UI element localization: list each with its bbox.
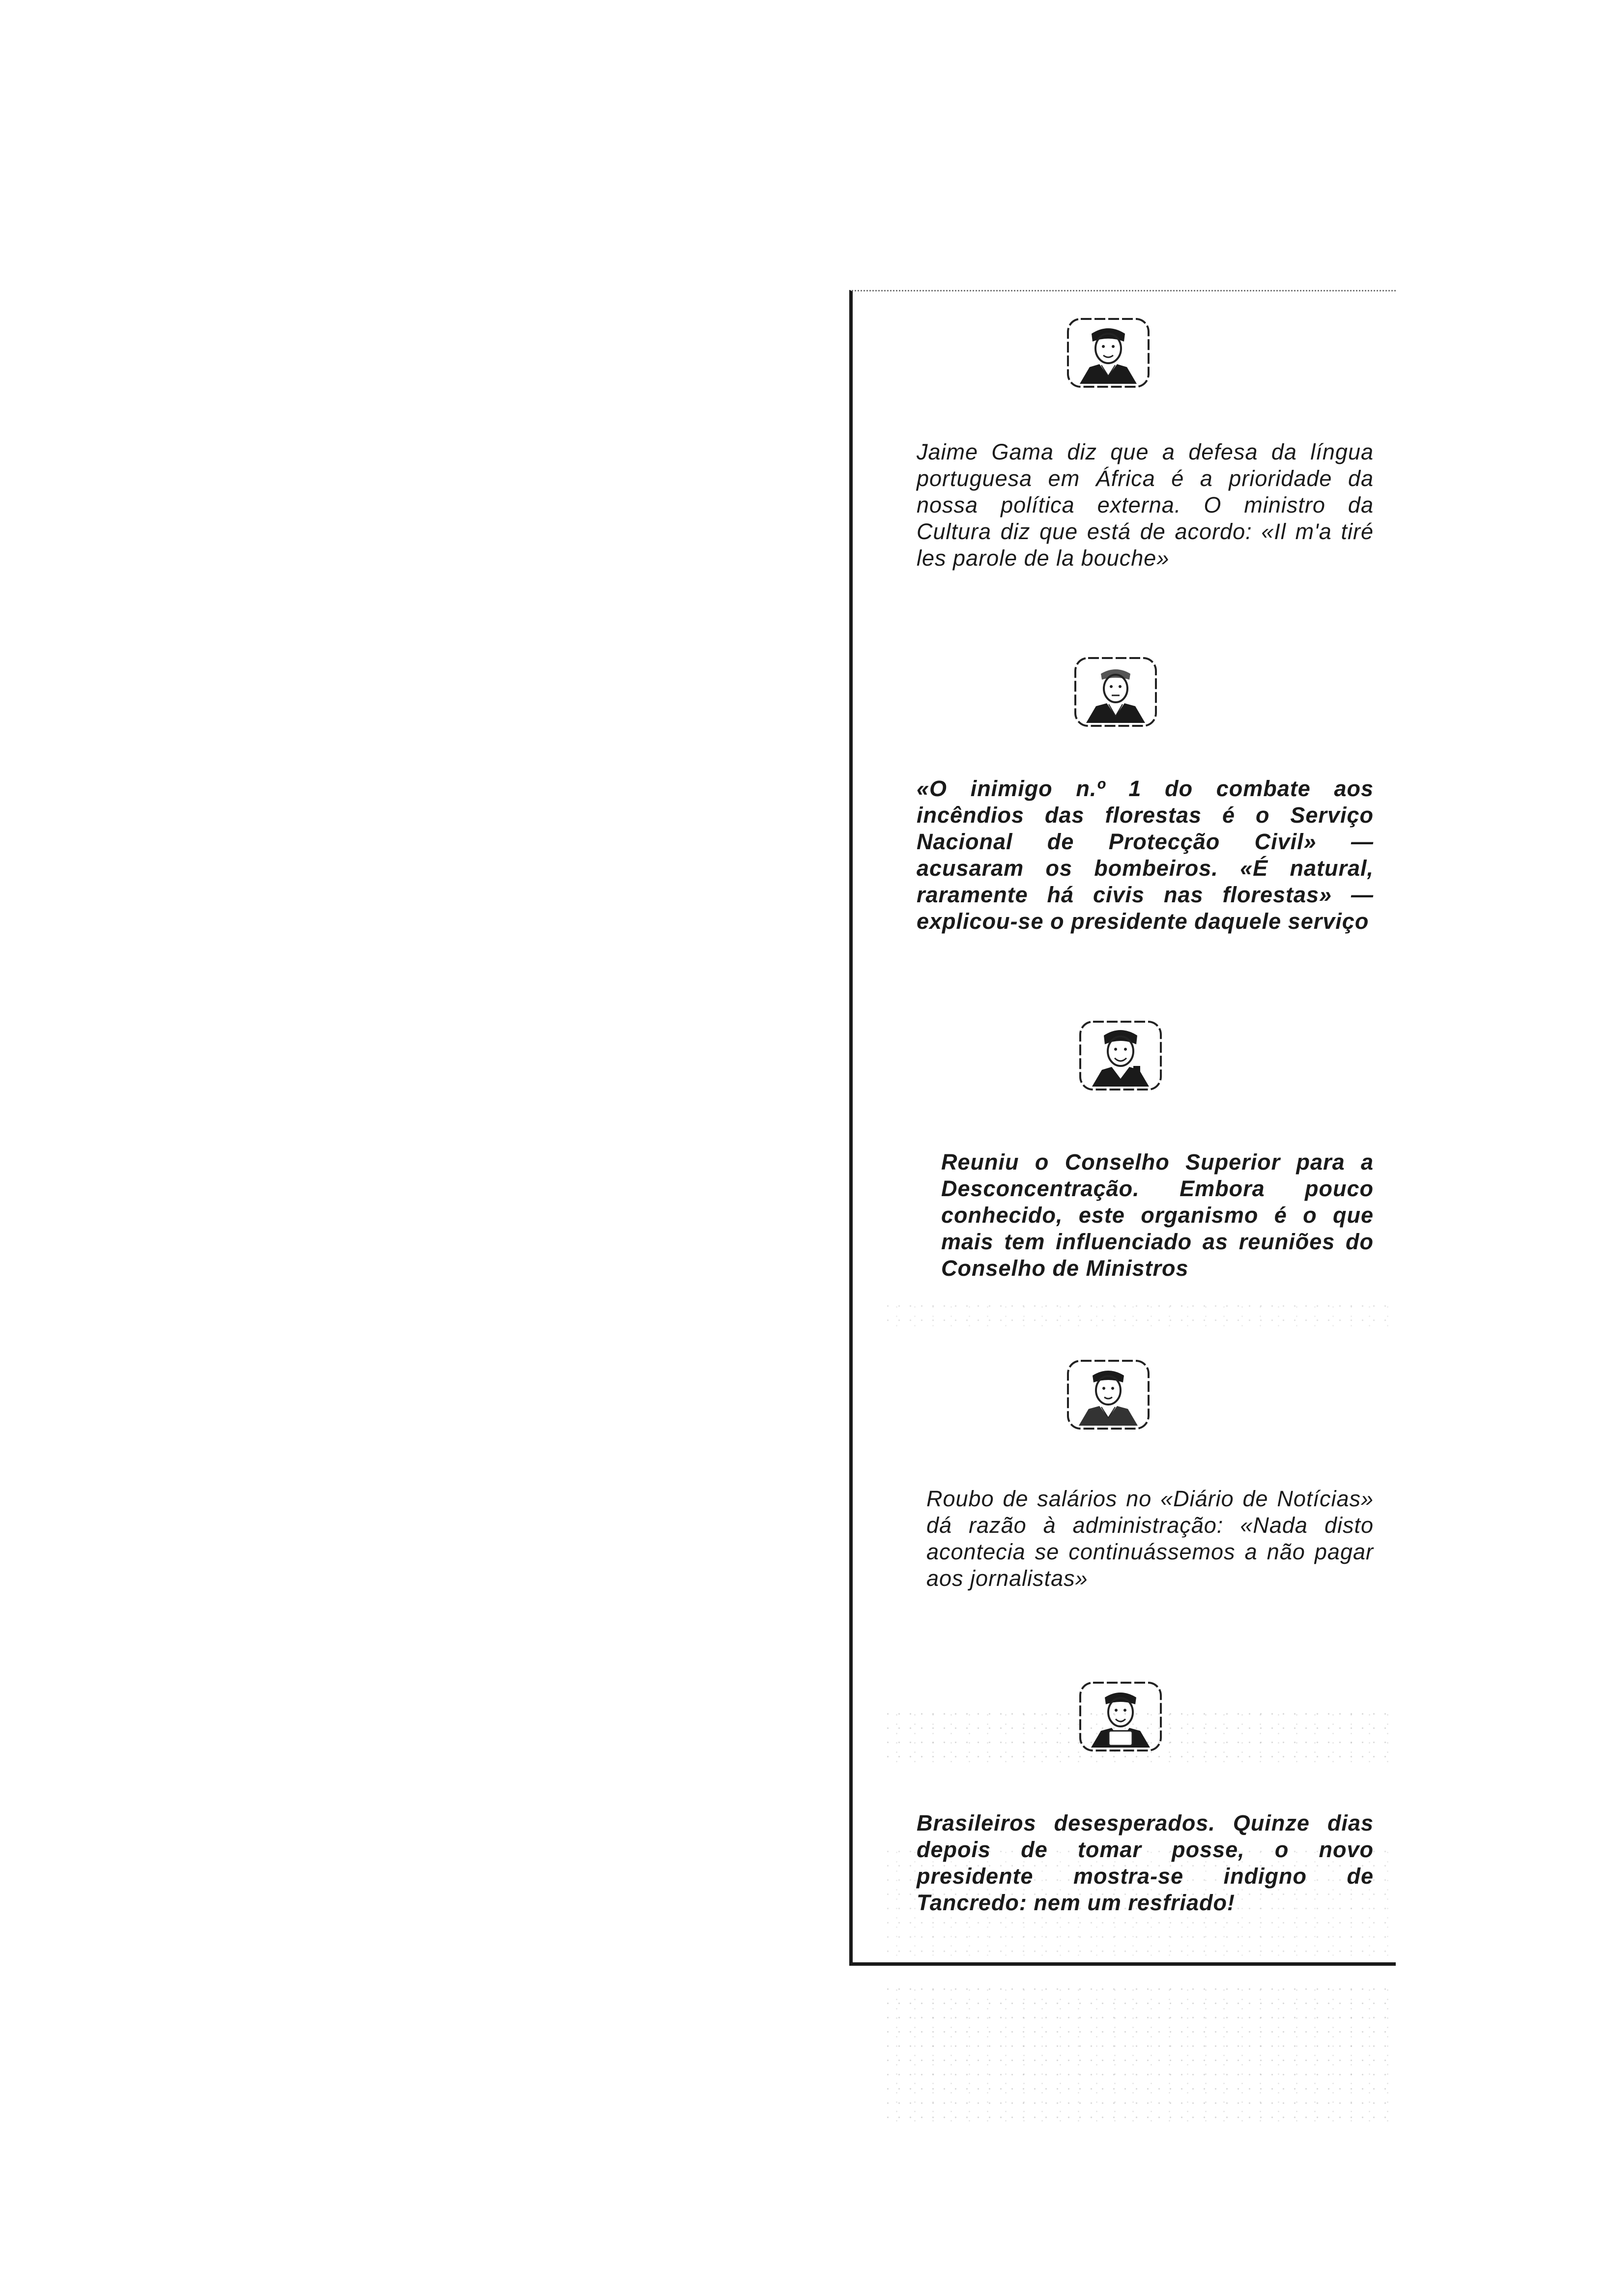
print-noise (882, 1299, 1393, 1328)
print-noise (882, 1982, 1393, 2129)
news-item-text: Roubo de salários no «Diário de Notícias» dá razão à administração: «Nada disto acontecia se continuássemos a não pagar aos jornalistas» (926, 1486, 1374, 1591)
tv-presenter-icon (1064, 316, 1152, 390)
news-item-text: «O inimigo n.º 1 do combate aos incêndios das florestas é o Serviço Nacional de Protecção Civil» — acusaram os bombeiros. «É natural, raramente há civis nas florestas» — explicou-se o presidente daquele serviço (917, 776, 1374, 934)
tv-presenter-icon (1064, 1358, 1152, 1432)
newspaper-clipping (849, 290, 1396, 1966)
news-item-text: Brasileiros desesperados. Quinze dias depois de tomar posse, o novo presidente mostra-se indigno de Tancredo: nem um resfriado! (917, 1810, 1374, 1915)
news-item-text: Jaime Gama diz que a defesa da língua portuguesa em África é a prioridade da nossa política externa. O ministro da Cultura diz que está de acordo: «Il m'a tiré les parole de la bouche» (917, 439, 1374, 571)
tv-presenter-icon (1076, 1680, 1165, 1753)
news-item-text: Reuniu o Conselho Superior para a Desconcentração. Embora pouco conhecido, este organismo é o que mais tem influenciado as reuniões do Conselho de Ministros (941, 1149, 1374, 1281)
tv-presenter-icon (1071, 655, 1160, 729)
tv-presenter-icon (1076, 1019, 1165, 1092)
